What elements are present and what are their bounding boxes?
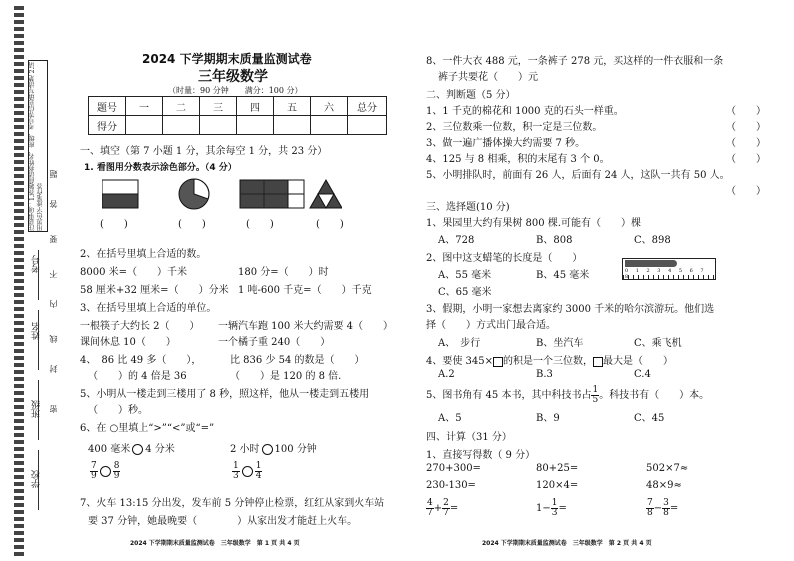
dashed-cut-line xyxy=(14,6,24,556)
choice-option[interactable]: A、 步行 xyxy=(438,338,481,349)
name-label: 姓名 xyxy=(32,322,42,340)
answer-blank[interactable]: ( ) xyxy=(178,219,206,230)
question-7: 7、火车 13:15 分出发，发车前 5 分钟停止检票，红红从家到火车站 xyxy=(80,498,385,509)
choice-option[interactable]: B.3 xyxy=(536,369,553,380)
page-footer: 2024 下学期期末质量监测试卷 三年级数学 第 2 页 共 4 页 xyxy=(482,540,652,547)
name-line xyxy=(38,310,39,370)
judge-paren[interactable]: （ ） xyxy=(726,122,766,133)
seal-char: 题 xyxy=(49,170,58,178)
question-3: 3、在括号里填上合适的单位。 xyxy=(80,303,217,314)
compare-circle[interactable] xyxy=(262,444,273,455)
ruler-ticks: 0 1 2 3 4 5 6 7 8 xyxy=(625,268,707,280)
choice-option[interactable]: A、55 毫米 xyxy=(438,270,492,281)
seal-char: 答 xyxy=(49,200,58,208)
q2-item: 180 分=（ ）时 xyxy=(238,267,329,278)
q3-item: 一个橘子重 240（ ） xyxy=(218,337,331,348)
score-cell[interactable] xyxy=(237,116,274,135)
section-4-heading: 四、计算（31 分） xyxy=(426,432,512,443)
q4-item: （ ）的 4 倍是 36 xyxy=(88,371,187,382)
page-2-column xyxy=(426,0,786,561)
rectangle-figure xyxy=(102,180,138,208)
fraction: $\frac{1}{3}$ xyxy=(233,461,239,481)
answer-blank[interactable]: ( ) xyxy=(100,219,128,230)
binding-strip xyxy=(0,0,60,561)
q4-item: 比 836 少 54 的数是（ ） xyxy=(230,355,365,366)
q3-item: 课间休息 10（ ） xyxy=(80,337,176,348)
score-header-cell: 二 xyxy=(163,97,200,116)
compare-left: 2 小时 xyxy=(230,444,260,455)
question-5: 5、小明从一楼走到三楼用了 8 秒，照这样，他从一楼走到五楼用 xyxy=(80,389,370,400)
seal-char: 封 xyxy=(49,365,58,373)
choice-option[interactable]: B、坐汽车 xyxy=(536,338,584,349)
blank-box xyxy=(593,357,603,367)
choice-question: 4、要使 345× 的积是一个三位数， 最大是（ ） xyxy=(426,356,674,367)
judge-item: 4、125 与 8 相乘，积的末尾有 3 个 0。 xyxy=(426,154,610,165)
compare-fraction-item xyxy=(232,462,262,481)
fraction-figures xyxy=(102,178,342,212)
score-header-cell: 一 xyxy=(126,97,163,116)
compare-right: 4 分米 xyxy=(145,444,175,455)
judge-paren[interactable]: （ ） xyxy=(726,106,766,117)
section-2-heading: 二、判断题（5 分） xyxy=(426,90,516,101)
choice-option[interactable]: A.2 xyxy=(438,369,455,380)
calc-item: 80+25= xyxy=(536,463,579,474)
score-header-cell: 三 xyxy=(200,97,237,116)
choice-option[interactable]: B、9 xyxy=(536,413,560,424)
score-header-cell: 题号 xyxy=(89,97,126,116)
q3-item: 一根筷子大约长 2（ ） xyxy=(80,321,200,332)
judge-item: 3、做一遍广播体操大约需要 7 秒。 xyxy=(426,138,586,149)
choice-option[interactable]: C、898 xyxy=(634,235,671,246)
score-header-cell: 总分 xyxy=(348,97,387,116)
question-6: 6、在 ○里填上“>”“<”或“=” xyxy=(80,423,215,434)
calc-item: 270+300= xyxy=(426,463,481,474)
calc-fraction-item: 1− $\frac{1}{3}$ = xyxy=(536,498,567,518)
q7-continuation: 要 37 分钟，她最晚要（ ）从家出发才能赶上火车。 xyxy=(88,516,358,527)
notice-box: 注意事项：1.答题前请将姓名、班级、考号等信息填写清楚 2.请用黑色字迹笔作答 xyxy=(28,60,48,232)
choice-option[interactable]: A、5 xyxy=(438,413,462,424)
question-1: 1. 看图用分数表示涂色部分。（4 分） xyxy=(84,163,237,173)
choice-continuation: 择（ ）方式出门最合适。 xyxy=(426,320,556,331)
triangle-figure xyxy=(310,180,342,208)
compare-item xyxy=(88,440,175,455)
fraction: $\frac{8}{9}$ xyxy=(113,461,120,481)
q8-continuation: 裤子共要花（ ）元 xyxy=(438,72,538,83)
question-8: 8、一件大衣 488 元，一条裤子 278 元，买这样的一件衣服和一条 xyxy=(426,56,724,67)
calc-item: 502×7≈ xyxy=(646,463,689,474)
q5-continuation: （ ）秒。 xyxy=(88,405,148,416)
calc-item: 230-130= xyxy=(426,480,476,491)
crayon-icon xyxy=(625,260,677,267)
fraction: $\frac{7}{9}$ xyxy=(91,461,97,481)
class-label: 班级 xyxy=(32,400,42,418)
compare-fraction-item xyxy=(90,462,120,481)
fraction: $\frac{1}{4}$ xyxy=(255,461,262,481)
choice-option[interactable]: C.4 xyxy=(634,369,651,380)
question-2: 2、在括号里填上合适的数。 xyxy=(80,249,207,260)
compare-circle[interactable] xyxy=(242,466,253,477)
choice-question: 2、图中这支蜡笔的长度是（ ） xyxy=(426,253,583,264)
compare-item xyxy=(230,440,317,455)
choice-option[interactable]: B、45 毫米 xyxy=(536,270,590,281)
fraction: $\frac{1}{5}$ xyxy=(592,385,599,405)
seal-char: 密 xyxy=(49,405,58,413)
score-cell[interactable] xyxy=(126,116,163,135)
page-footer: 2024 下学期期末质量监测试卷 三年级数学 第 1 页 共 4 页 xyxy=(130,540,300,547)
exam-no-label: 考号 xyxy=(32,255,42,273)
judge-paren[interactable]: （ ） xyxy=(726,138,766,149)
score-cell[interactable] xyxy=(200,116,237,135)
seal-char: 内 xyxy=(49,300,58,308)
judge-item: 2、三位数乘一位数，积一定是三位数。 xyxy=(426,122,603,133)
choice-option[interactable]: A、728 xyxy=(438,235,475,246)
choice-option[interactable]: C、65 毫米 xyxy=(438,287,492,298)
blank-box xyxy=(493,357,503,367)
judge-item: 1、1 千克的棉花和 1000 克的石头一样重。 xyxy=(426,106,624,117)
choice-option[interactable]: C、45 xyxy=(634,413,665,424)
seal-char: 线 xyxy=(49,335,58,343)
answer-blank[interactable]: ( ) xyxy=(316,219,344,230)
calc-item: 48×9≈ xyxy=(646,480,682,491)
calc-item: 120×4= xyxy=(536,480,579,491)
score-header-cell: 六 xyxy=(311,97,348,116)
question-4: 4、 86 比 49 多（ ）， xyxy=(80,355,202,366)
q2-item: 58 厘米+32 厘米=（ ）分米 xyxy=(80,285,229,296)
score-cell[interactable] xyxy=(163,116,200,135)
q2-item: 8000 米=（ ）千米 xyxy=(80,267,188,278)
q3-item: 一辆汽车跑 100 米大约需要 4（ ） xyxy=(218,321,393,332)
grid-figure xyxy=(240,180,304,208)
seal-char: 不 xyxy=(49,270,58,278)
q2-item: 1 吨-600 千克=（ ）千克 xyxy=(238,285,372,296)
choice-option[interactable]: C、乘飞机 xyxy=(634,338,682,349)
seal-char: 要 xyxy=(49,235,58,243)
compare-circle[interactable] xyxy=(100,466,111,477)
score-cell[interactable] xyxy=(274,116,311,135)
score-cell[interactable] xyxy=(348,116,387,135)
calc-fraction-item: $\frac{7}{8}$ − $\frac{3}{8}$ = xyxy=(647,498,679,518)
judge-paren[interactable]: （ ） xyxy=(726,186,766,197)
choice-option[interactable]: B、808 xyxy=(536,235,573,246)
choice-question: 1、果园里大约有果树 800 棵.可能有（ ）棵 xyxy=(426,218,641,229)
compare-left: 400 毫米 xyxy=(88,444,131,455)
section-1-heading: 一、填空（第 7 小题 1 分，其余每空 1 分，共 23 分） xyxy=(80,146,328,157)
calc-instruction: 1、直接写得数（ 9 分） xyxy=(426,450,536,461)
time-score-info: （时量：90 分钟 满分：100 分） xyxy=(168,86,303,95)
exam-title: 2024 下学期期末质量监测试卷 xyxy=(142,52,312,66)
score-header-cell: 五 xyxy=(274,97,311,116)
judge-item: 5、小明排队时，前面有 26 人，后面有 24 人，这队一共有 50 人。 xyxy=(426,170,730,181)
judge-paren[interactable]: （ ） xyxy=(726,154,766,165)
score-cell[interactable] xyxy=(311,116,348,135)
q4-item: （ ）是 120 的 8 倍. xyxy=(230,371,342,382)
pie-figure xyxy=(179,179,209,209)
school-label: 学校 xyxy=(32,470,42,488)
answer-blank[interactable]: ( ) xyxy=(246,219,274,230)
ruler-icon xyxy=(622,258,716,280)
score-table xyxy=(88,96,387,135)
page-1-column xyxy=(80,0,415,561)
exam-subtitle: 三年级数学 xyxy=(198,69,268,85)
score-header-cell: 四 xyxy=(237,97,274,116)
compare-right: 100 分钟 xyxy=(274,444,317,455)
score-row-label: 得分 xyxy=(89,116,126,135)
section-3-heading: 三、选择题(10 分) xyxy=(426,202,510,213)
calc-fraction-item: $\frac{4}{7}$ + $\frac{2}{7}$ = xyxy=(427,498,459,518)
choice-question: 3、假期，小明一家想去离家约 3000 千米的哈尔滨游玩。他们选 xyxy=(426,304,715,315)
choice-question: 5、图书角有 45 本书，其中科技书占 $\frac{1}{5}$ 。科技书有（ ）本。 xyxy=(426,385,710,405)
compare-circle[interactable] xyxy=(132,444,143,455)
